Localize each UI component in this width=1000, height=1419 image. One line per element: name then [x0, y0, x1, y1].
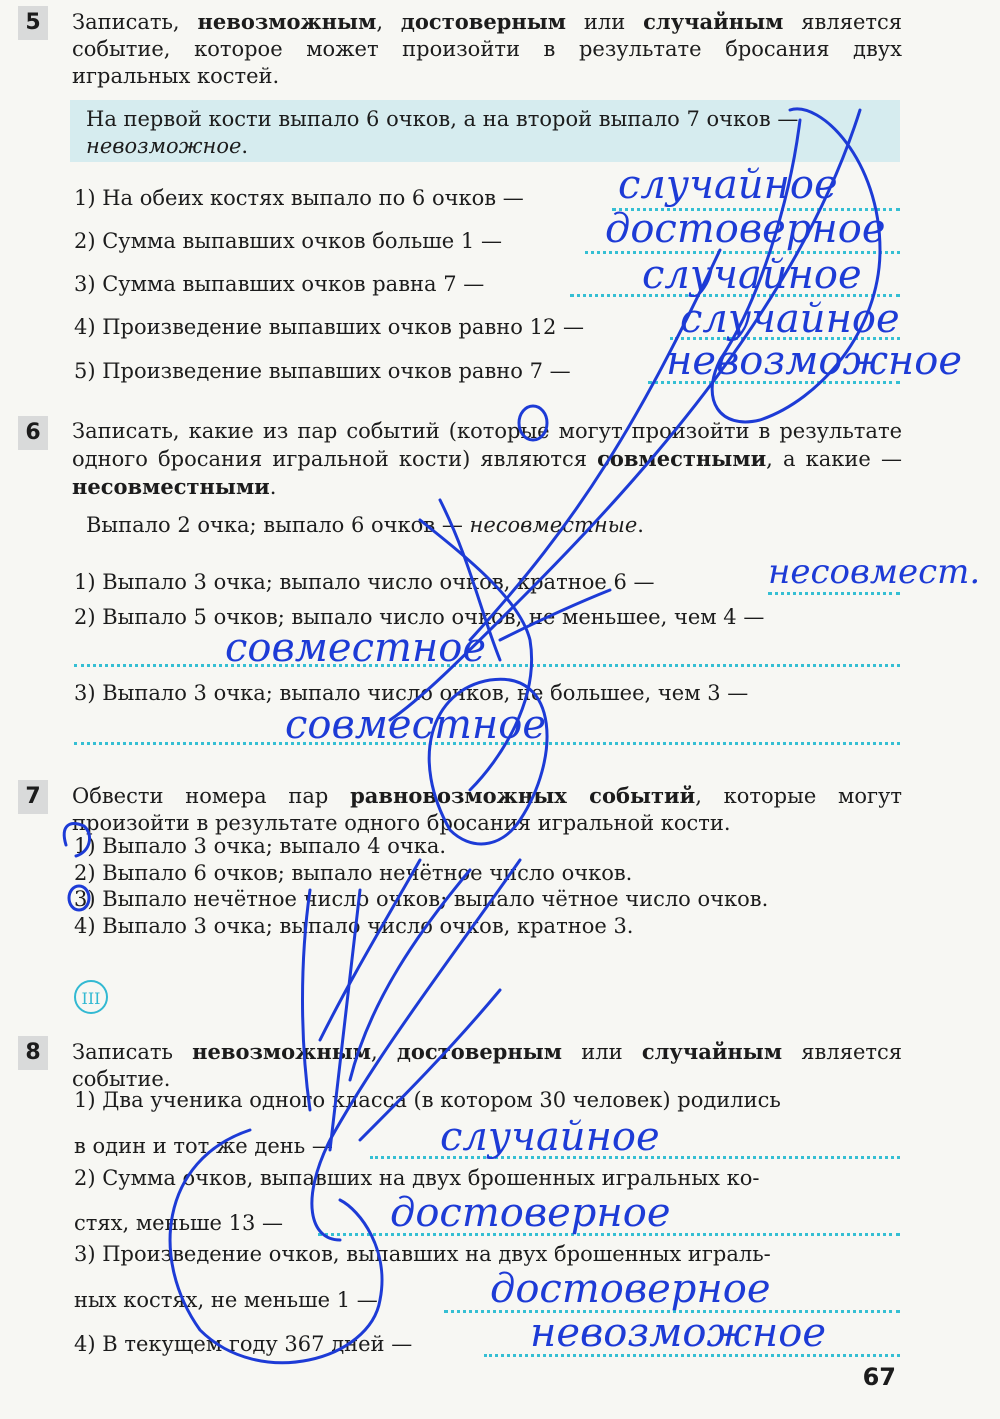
- task8-item-1-line-1: 1) Два ученика одного класса (в котором 30 человек) родились: [74, 1088, 781, 1112]
- task6-item-3: 3) Выпало 3 очка; выпало число очков, не большее, чем 3 —: [74, 681, 749, 705]
- handwritten-answer: совместное: [285, 702, 547, 748]
- handwritten-answer: случайное: [642, 252, 862, 298]
- handwritten-answer: достоверное: [490, 1266, 771, 1312]
- page-number: 67: [862, 1363, 896, 1391]
- task5-item-4: 4) Произведение выпавших очков равно 12 —: [74, 315, 584, 339]
- handwritten-answer: невозможное: [666, 338, 963, 384]
- answer-line[interactable]: [768, 592, 900, 595]
- task5-item-1: 1) На обеих костях выпало по 6 очков —: [74, 186, 524, 210]
- task5-item-3: 3) Сумма выпавших очков равна 7 —: [74, 272, 485, 296]
- task8-item-2-line-2: стях, меньше 13 —: [74, 1211, 284, 1235]
- task-number-7: 7: [18, 780, 48, 814]
- task-number-5: 5: [18, 6, 48, 40]
- task8-item-3-line-1: 3) Произведение очков, выпавших на двух брошенных играль-: [74, 1242, 771, 1266]
- task5-item-2: 2) Сумма выпавших очков больше 1 —: [74, 229, 502, 253]
- task7-item-3: 3) Выпало нечётное число очков; выпало чётное число очков.: [74, 887, 769, 911]
- task-number-6: 6: [18, 416, 48, 450]
- task8-item-2-line-1: 2) Сумма очков, выпавших на двух брошенных игральных ко-: [74, 1166, 760, 1190]
- task7-instruction: Обвести номера пар равновозможных событий, которые могут произойти в результате одного бросания игральной кости.: [72, 783, 902, 835]
- handwritten-answer: невозможное: [530, 1310, 827, 1356]
- task6-item-2: 2) Выпало 5 очков; выпало число очков, не меньшее, чем 4 —: [74, 605, 765, 629]
- difficulty-level-icon: III: [74, 980, 108, 1014]
- task6-item-1: 1) Выпало 3 очка; выпало число очков, кратное 6 —: [74, 570, 655, 594]
- task7-item-2: 2) Выпало 6 очков; выпало нечётное число очков.: [74, 861, 633, 885]
- handwritten-answer: случайное: [440, 1114, 660, 1160]
- handwritten-answer: достоверное: [605, 206, 886, 252]
- task-number-8: 8: [18, 1036, 48, 1070]
- task5-example: На первой кости выпало 6 очков, а на второй выпало 7 очков — невозможное.: [86, 107, 799, 158]
- handwritten-answer: совместное: [225, 625, 487, 671]
- handwritten-answer: достоверное: [390, 1190, 671, 1236]
- task6-instruction: Записать, какие из пар событий (которые могут произойти в результате одного бросания игральной кости) являются совместными, а какие — несовместными.: [72, 419, 903, 499]
- handwritten-answer: случайное: [618, 162, 838, 208]
- handwritten-answer: случайное: [680, 296, 900, 342]
- task8-instruction: Записать невозможным, достоверным или случайным является событие.: [72, 1039, 903, 1091]
- task8-item-1-line-2: в один и тот же день —: [74, 1134, 333, 1158]
- handwritten-answer: несовмест.: [768, 552, 981, 592]
- task7-item-4: 4) Выпало 3 очка; выпало число очков, кратное 3.: [74, 914, 634, 938]
- task8-item-3-line-2: ных костях, не меньше 1 —: [74, 1288, 378, 1312]
- task8-item-4: 4) В текущем году 367 дней —: [74, 1332, 413, 1356]
- task5-item-5: 5) Произведение выпавших очков равно 7 —: [74, 359, 571, 383]
- task5-instruction: Записать, невозможным, достоверным или случайным является событие, которое может произойти в результате бросания двух игральных костей.: [72, 9, 903, 88]
- task6-example: Выпало 2 очка; выпало 6 очков — несовместные.: [86, 513, 644, 537]
- answer-line[interactable]: [74, 664, 900, 667]
- task7-item-1: 1) Выпало 3 очка; выпало 4 очка.: [74, 834, 447, 858]
